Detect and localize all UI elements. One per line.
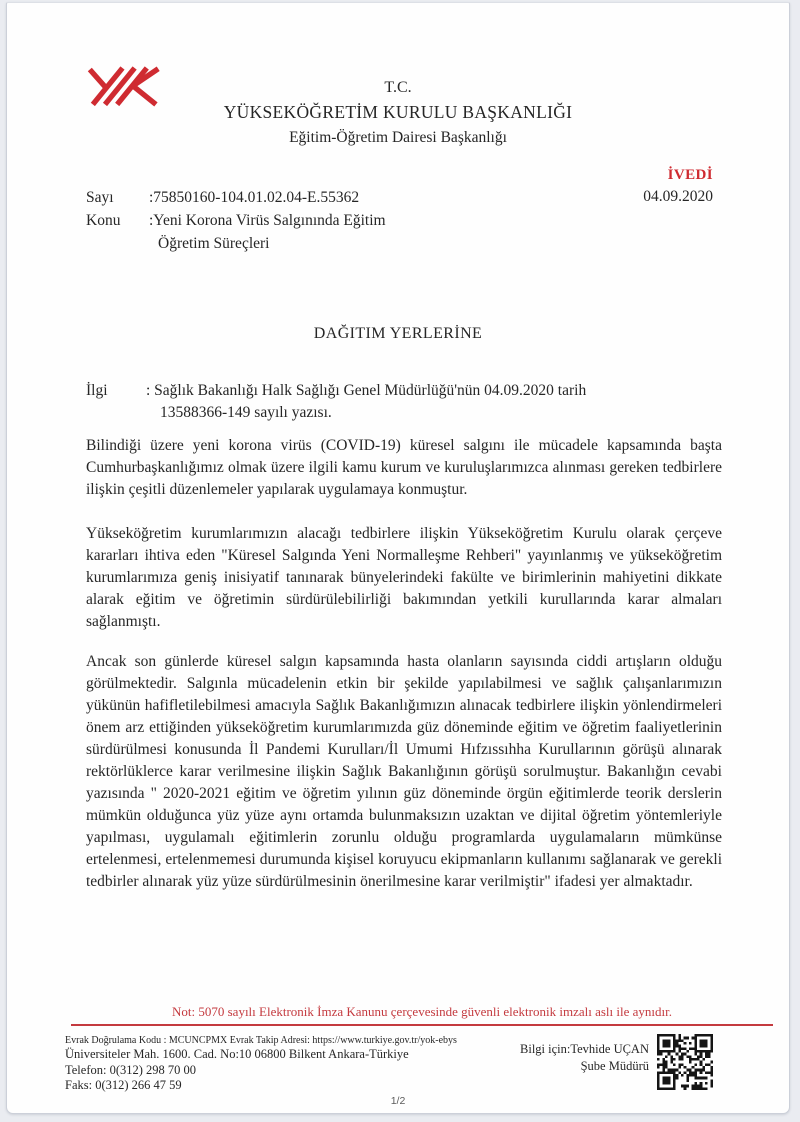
footer-contact-title: Şube Müdürü xyxy=(580,1059,649,1073)
urgency-block xyxy=(643,164,713,208)
letterhead xyxy=(7,75,789,150)
document-date: 04.09.2020 xyxy=(643,188,713,205)
document-page xyxy=(6,2,790,1114)
body-paragraph-1: Bilindiği üzere yeni korona virüs (COVID-19) küresel salgını ile mücadele kapsamında başta Cumhurbaşkanlığımız olmak üzere ilgili kamu kurum ve kuruluşlarımızca alınması gereken tedbirlere ilişkin çeşitli düzenlemeler yapılarak uygulamaya konmuştur. xyxy=(86,437,722,498)
letterhead-dept: Eğitim-Öğretim Dairesi Başkanlığı xyxy=(289,129,507,146)
ilgi-line2: 13588366-149 sayılı yazısı. xyxy=(160,404,332,421)
ilgi-label: İlgi xyxy=(86,382,108,399)
ilgi-line1: : Sağlık Bakanlığı Halk Sağlığı Genel Müdürlüğü'nün 04.09.2020 tarih xyxy=(146,382,587,399)
letterhead-org: YÜKSEKÖĞRETİM KURULU BAŞKANLIĞI xyxy=(223,102,573,122)
konu-label: Konu xyxy=(86,212,121,229)
recipient-heading: DAĞITIM YERLERİNE xyxy=(313,325,483,342)
sayi-row xyxy=(86,186,386,209)
meta-block xyxy=(86,186,386,255)
konu-row xyxy=(86,209,386,255)
body-paragraph-2: Yükseköğretim kurumlarımızın alacağı tedbirlere ilişkin Yükseköğretim Kurulu olarak çerçeve kararları ihtiva eden "Küresel Salgında Yeni Normalleşme Rehberi" yayınlanmış ve yükseköğretim kurumlarımıza geniş inisiyatif tanınarak bünyelerindeki fakülte ve birimlerinin mahiyetini dikkate alarak eğitim ve öğretimin sürdürülebilirliği bakımından yetkili kurullarında karar almaları sağlanmıştı. xyxy=(86,525,722,630)
footer-address: Üniversiteler Mah. 1600. Cad. No:10 06800 Bilkent Ankara-Türkiye xyxy=(65,1047,409,1061)
sayi-value: :75850160-104.01.02.04-E.55362 xyxy=(149,189,360,206)
letterhead-tc: T.C. xyxy=(384,79,412,96)
page-number: 1/2 xyxy=(390,1095,406,1107)
urgency-label: İVEDİ xyxy=(667,167,713,183)
esignature-note: Not: 5070 sayılı Elektronik İmza Kanunu çerçevesinde güvenli elektronik imzalı aslı ile aynıdır. xyxy=(71,1004,773,1026)
footer-contact xyxy=(520,1041,649,1075)
footer-contact-name: Bilgi için:Tevhide UÇAN xyxy=(520,1042,649,1056)
konu-line2: Öğretim Süreçleri xyxy=(158,235,270,252)
footer-phone: Telefon: 0(312) 298 70 00 xyxy=(65,1062,197,1077)
sayi-label: Sayı xyxy=(86,189,114,206)
konu-value xyxy=(149,209,386,255)
konu-line1: :Yeni Korona Virüs Salgınında Eğitim xyxy=(149,212,386,229)
ilgi-block xyxy=(86,380,586,424)
ilgi-value xyxy=(146,380,586,424)
footer-verification-line: Evrak Doğrulama Kodu : MCUNCPMX Evrak Takip Adresi: https://www.turkiye.gov.tr/yok-ebys xyxy=(65,1035,457,1046)
qr-code xyxy=(657,1034,713,1090)
footer-left xyxy=(65,1034,457,1094)
body-paragraph-3: Ancak son günlerde küresel salgın kapsamında hasta olanların sayısında ciddi artışların olduğu görülmektedir. Salgınla mücadelenin etkin bir şekilde yapılabilmesi ve sağlık çalışanlarımızın yükünün hafifletilebilmesi amacıyla Sağlık Bakanlığımızın alınacak tedbirlere ilişkin yönlendirmeleri önem arz ettiğinden yükseköğretim kurumlarımızda güz döneminde eğitim ve öğretim faaliyetlerinin sürdürülmesi konusunda İl Pandemi Kurulları/İl Umumi Hıfzıssıhha Kurullarının görüşü alınarak rektörlüklerce karar verilmesine ilişkin Sağlık Bakanlığının görüşü sorulmuştur. Bakanlığın cevabi yazısında " 2020-2021 eğitim ve öğretim yılının güz döneminde örgün eğitimlerde teorik derslerin mümkün olduğunca yüz yüze aynı ortamda bulunmaksızın uzaktan ve dijital öğretim yöntemleriyle yapılması, uygulamalı eğitimlerin zorunlu olduğu programlarda uygulamaların mümkünse ertelenmesi, ertelenmemesi durumunda kişisel koruyucu ekipmanların kullanımı sağlanarak ve gerekli tedbirler alınarak yüz yüze sürdürülmesinin önerilmesine karar verilmiştir" ifadesi yer almaktadır. xyxy=(86,653,722,890)
footer-fax: Faks: 0(312) 266 47 59 xyxy=(65,1078,182,1092)
